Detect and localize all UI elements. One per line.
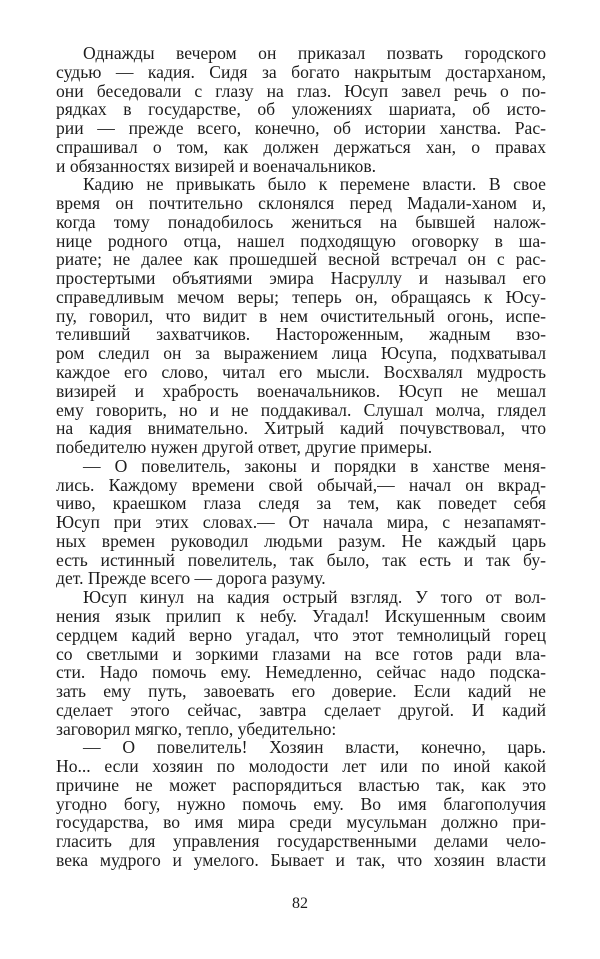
text-line: нице родного отца, нашел подходящую оговорку в ша- [56, 230, 546, 251]
text-line: государства, во имя мира среди мусульман должно при- [56, 812, 546, 833]
text-line: ных времен руководил людьми разум. Не каждый царь [56, 530, 546, 551]
text-line: справедливым мечом веры; теперь он, обращаясь к Юсу- [56, 286, 546, 307]
text-line: когда тому понадобилось жениться на бывшей налож- [56, 211, 546, 232]
text-line: — О повелитель! Хозяин власти, конечно, царь. [83, 737, 546, 758]
text-line: риате; не далее как прошедшей весной встречал он с рас- [56, 249, 546, 270]
page-number: 82 [292, 895, 308, 912]
text-line: Однажды вечером он приказал позвать городского [83, 43, 546, 63]
text-line: на кадия внимательно. Хитрый кадий почувствовал, что [56, 418, 546, 439]
text-line: визирей и храбрость военачальников. Юсуп не мешал [56, 380, 546, 401]
book-page-text [56, 44, 546, 870]
text-line: зать ему путь, завоевать его доверие. Если кадий не [56, 681, 546, 702]
paragraph [56, 44, 546, 175]
text-line: гласить для управления государственными делами чело- [56, 831, 546, 852]
text-line: Юсуп кинул на кадия острый взгляд. У того от вол- [83, 587, 546, 608]
text-line: время он почтительно склонялся перед Мадали-ханом и, [56, 193, 546, 214]
text-line: и обязанностях визирей и военачальников. [56, 155, 377, 176]
text-line: — О повелитель, законы и порядки в ханстве меня- [83, 455, 546, 476]
text-line: они беседовали с глазу на глаз. Юсуп завел речь о по- [56, 80, 546, 101]
text-line: заговорил мягко, тепло, убедительно: [56, 718, 337, 739]
text-line: есть истинный повелитель, так было, так есть и так бу- [56, 549, 546, 570]
paragraph [56, 738, 546, 869]
text-line: чиво, краешком глаза следя за тем, как поведет себя [56, 493, 546, 514]
paragraph [56, 457, 546, 588]
text-line: Но... если хозяин по молодости лет или по иной какой [56, 756, 546, 777]
text-line: сердцем кадий верно угадал, что этот темнолицый горец [56, 624, 546, 645]
text-line: спрашивал о том, как должен держаться хан, о правах [56, 136, 546, 157]
text-line: угодно богу, нужно помочь ему. Во имя благополучия [56, 793, 546, 814]
paragraph [56, 175, 546, 456]
text-line: победителю нужен другой ответ, другие примеры. [56, 437, 433, 458]
text-line: со светлыми и зоркими глазами на все готов ради вла- [56, 643, 546, 664]
text-line: простертыми объятиями эмира Насруллу и называл его [56, 268, 546, 289]
text-line: сделает этого сейчас, завтра сделает другой. И кадий [56, 699, 546, 720]
text-line: Юсуп при этих словах.— От начала мира, с незапамят- [56, 512, 546, 533]
text-line: сти. Надо помочь ему. Немедленно, сейчас надо подска- [56, 662, 546, 683]
text-line: судью — кадия. Сидя за богато накрытым достарханом, [56, 61, 546, 82]
text-line: теливший захватчиков. Настороженным, жадным взо- [56, 324, 546, 345]
text-line: нения язык прилип к небу. Угадал! Искушенным своим [56, 605, 546, 626]
text-line: каждое его слово, читал его мысли. Восхвалял мудрость [56, 362, 546, 383]
text-line: рии — прежде всего, конечно, об истории ханства. Рас- [56, 118, 546, 139]
text-line: причине не может распорядиться властью так, как это [56, 774, 546, 795]
text-line: дет. Прежде всего — дорога разуму. [56, 568, 326, 589]
text-line: рядках в государстве, об уложениях шариата, об исто- [56, 99, 546, 120]
text-line: ром следил он за выражением лица Юсупа, подхватывал [56, 343, 546, 364]
text-line: ему говорить, но и не поддакивал. Слушал молча, глядел [56, 399, 546, 420]
text-line: Кадию не привыкать было к перемене власти. В свое [83, 174, 546, 195]
paragraph [56, 588, 546, 738]
text-line: пу, говорил, что видит в нем очистительный огонь, испе- [56, 305, 546, 326]
text-line: лись. Каждому времени свой обычай,— начал он вкрад- [56, 474, 546, 495]
text-line: века мудрого и умелого. Бывает и так, что хозяин власти [56, 849, 546, 870]
